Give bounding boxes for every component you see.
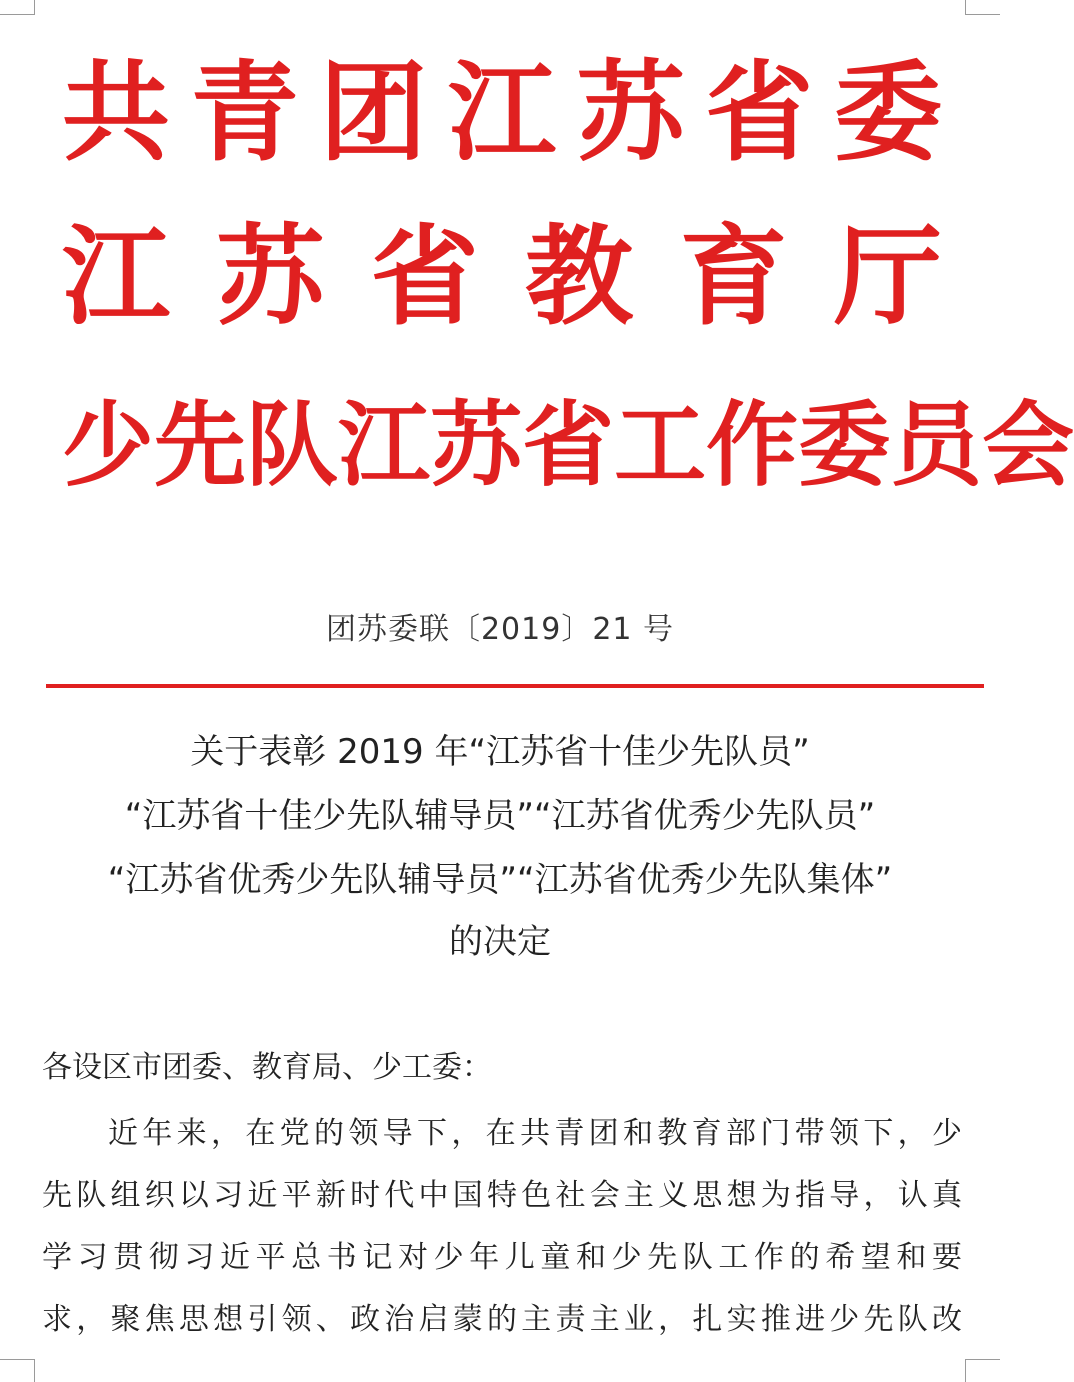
crop-mark-top-left [0, 0, 35, 15]
header-char: 少 [62, 391, 155, 499]
body-paragraph-line-4: 求，聚焦思想引领、政治启蒙的主责主业，扎实推进少先队改 [42, 1302, 962, 1337]
header-char: 工 [614, 391, 707, 499]
issuer-header-line-2 [62, 212, 942, 342]
document-title-line-4: 的决定 [449, 922, 551, 962]
header-char: 江 [338, 391, 431, 499]
body-paragraph-line-1: 近年来，在党的领导下，在共青团和教育部门带领下，少 [108, 1116, 962, 1151]
header-char: 省 [370, 214, 479, 340]
header-char: 省 [522, 391, 615, 499]
header-char: 委 [833, 50, 942, 176]
header-char: 先 [154, 391, 247, 499]
header-char: 厅 [833, 214, 942, 340]
header-char: 员 [890, 391, 983, 499]
header-char: 作 [706, 391, 799, 499]
header-char: 苏 [576, 50, 685, 176]
header-char: 教 [525, 214, 634, 340]
salutation: 各设区市团委、教育局、少工委： [42, 1050, 492, 1085]
crop-mark-bottom-right [965, 1359, 1000, 1382]
header-char: 团 [319, 50, 428, 176]
header-char: 江 [62, 214, 171, 340]
issuer-header-line-3 [62, 380, 1074, 510]
document-title-line-2: “江苏省十佳少先队辅导员”“江苏省优秀少先队员” [124, 796, 876, 836]
header-char: 苏 [216, 214, 325, 340]
header-char: 江 [447, 50, 556, 176]
header-char: 共 [62, 50, 171, 176]
body-paragraph-line-2: 先队组织以习近平新时代中国特色社会主义思想为指导，认真 [42, 1178, 962, 1213]
header-char: 青 [190, 50, 299, 176]
document-title-line-1: 关于表彰 2019 年“江苏省十佳少先队员” [190, 732, 810, 772]
header-char: 省 [705, 50, 814, 176]
issuer-header-line-1 [62, 48, 942, 178]
header-char: 育 [679, 214, 788, 340]
red-divider-line [46, 684, 984, 688]
crop-mark-bottom-left [0, 1359, 35, 1382]
body-paragraph-line-3: 学习贯彻习近平总书记对少年儿童和少先队工作的希望和要 [42, 1240, 962, 1275]
header-char: 队 [246, 391, 339, 499]
header-char: 会 [982, 391, 1074, 499]
header-char: 苏 [430, 391, 523, 499]
header-char: 委 [798, 391, 891, 499]
document-title-line-3: “江苏省优秀少先队辅导员”“江苏省优秀少先队集体” [107, 860, 893, 900]
document-number: 团苏委联〔2019〕21 号 [325, 612, 675, 647]
crop-mark-top-right [965, 0, 1000, 15]
